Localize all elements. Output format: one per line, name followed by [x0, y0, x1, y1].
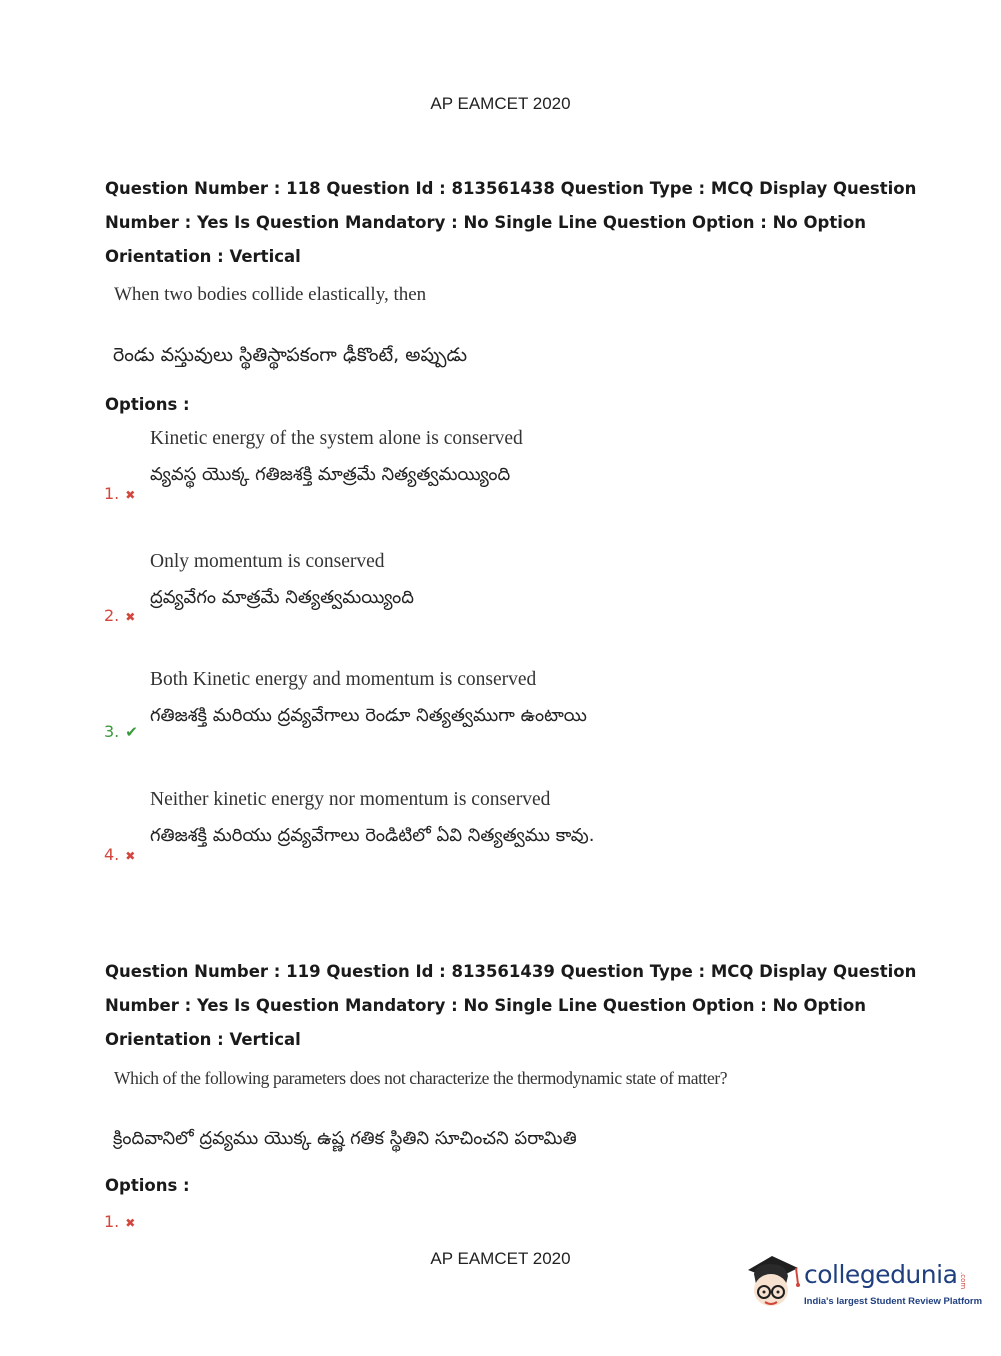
brand-tagline: India's largest Student Review Platform	[804, 1296, 983, 1307]
meta-line: Number : Yes Is Question Mandatory : No Single Line Question Option : No Option	[105, 996, 866, 1015]
wrong-icon: ✖	[125, 849, 136, 863]
meta-line: Number : Yes Is Question Mandatory : No Single Line Question Option : No Option	[105, 213, 866, 232]
check-icon: ✔	[125, 723, 138, 741]
option-number-label: 1.	[104, 1212, 120, 1231]
option-number	[104, 606, 135, 625]
option-number	[104, 845, 135, 864]
brand-name: collegedunia	[804, 1260, 958, 1289]
option-text-en: Neither kinetic energy nor momentum is conserved	[150, 789, 551, 810]
question-118-meta	[105, 172, 917, 274]
question-119-text-en: Which of the following parameters does not characterize the thermodynamic state of matter?	[114, 1068, 728, 1088]
option-number	[104, 1212, 135, 1231]
wrong-icon: ✖	[125, 1216, 136, 1230]
meta-line: Question Number : 118 Question Id : 813561438 Question Type : MCQ Display Question	[105, 179, 917, 198]
question-118-text-en: When two bodies collide elastically, then	[114, 284, 427, 305]
page-header: AP EAMCET 2020	[430, 94, 571, 113]
page-footer: AP EAMCET 2020	[430, 1249, 571, 1268]
option-number-label: 1.	[104, 484, 120, 503]
question-118-text-te: రెండు వస్తువులు స్థితిస్థాపకంగా ఢీకొంటే, అప్పుడు	[113, 344, 468, 366]
meta-line: Question Number : 119 Question Id : 813561439 Question Type : MCQ Display Question	[105, 962, 917, 981]
options-label: Options :	[105, 395, 190, 414]
brand-domain: .com	[959, 1272, 967, 1290]
meta-line: Orientation : Vertical	[105, 247, 301, 266]
option-number-label: 4.	[104, 845, 120, 864]
option-text-en: Kinetic energy of the system alone is conserved	[150, 428, 523, 449]
option-text-en: Both Kinetic energy and momentum is conserved	[150, 669, 537, 690]
option-number	[104, 722, 138, 741]
option-number-label: 3.	[104, 722, 120, 741]
question-119-text-te: క్రిందివానిలో ద్రవ్యము యొక్క ఉష్ణ గతిక స్థితిని సూచించని పరామితి	[113, 1128, 577, 1149]
student-mascot-icon	[742, 1250, 802, 1320]
options-label: Options :	[105, 1176, 190, 1195]
meta-line: Orientation : Vertical	[105, 1030, 301, 1049]
option-number-label: 2.	[104, 606, 120, 625]
option-text-te: గతిజశక్తి మరియు ద్రవ్యవేగాలు రెండిటిలో ఏవి నిత్యత్వము కావు.	[150, 825, 595, 846]
option-number	[104, 484, 135, 503]
wrong-icon: ✖	[125, 610, 136, 624]
option-text-te: ద్రవ్యవేగం మాత్రమే నిత్యత్వమయ్యింది	[150, 587, 414, 608]
option-text-en: Only momentum is conserved	[150, 551, 385, 572]
question-119-meta	[105, 955, 917, 1057]
option-text-te: వ్యవస్థ యొక్క గతిజశక్తి మాత్రమే నిత్యత్వమయ్యింది	[150, 464, 511, 485]
option-text-te: గతిజశక్తి మరియు ద్రవ్యవేగాలు రెండూ నిత్యత్వముగా ఉంటాయి	[150, 705, 587, 726]
collegedunia-logo	[742, 1250, 983, 1322]
wrong-icon: ✖	[125, 488, 136, 502]
